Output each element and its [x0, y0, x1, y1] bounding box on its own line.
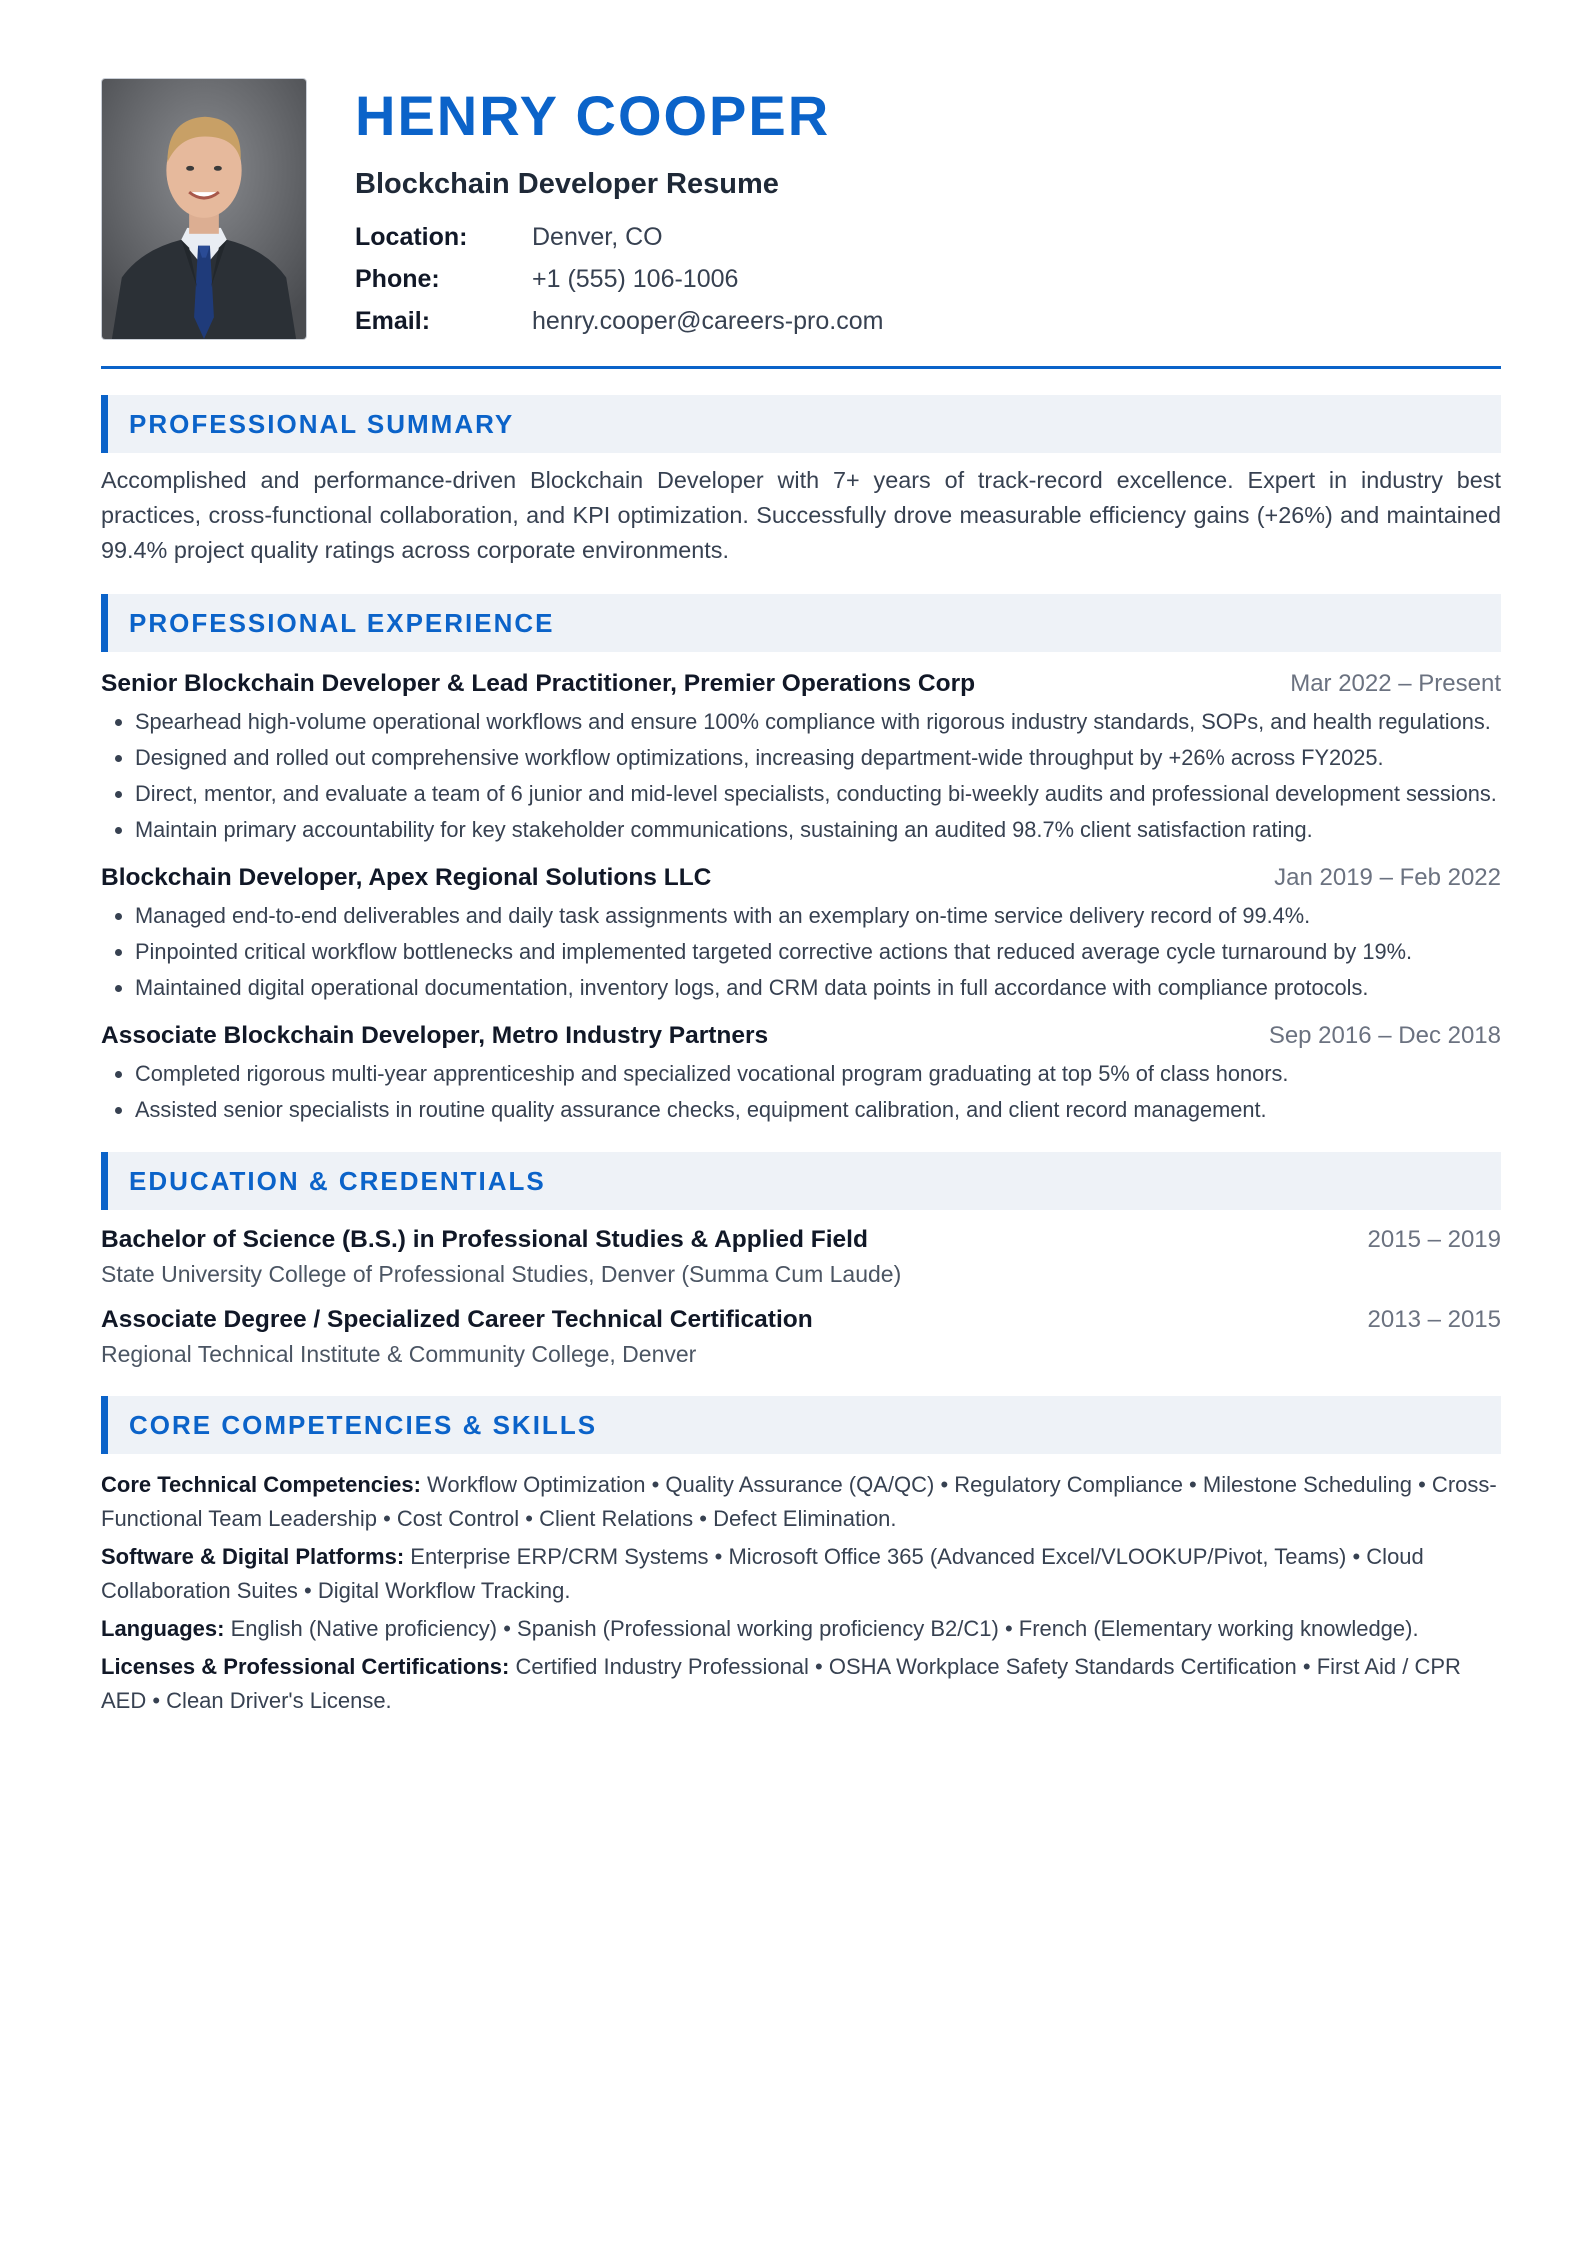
skill-row — [101, 1468, 1501, 1536]
contact-email — [355, 300, 883, 342]
job-title: Associate Blockchain Developer, Metro Industry Partners — [101, 1022, 769, 1049]
bullet-item: • Spearhead high-volume operational workflows and ensure 100% compliance with rigorous industry standards, SOPs, and health regulations. — [135, 706, 1501, 738]
profile-photo — [101, 78, 307, 340]
section-title: PROFESSIONAL EXPERIENCE — [129, 607, 555, 638]
bullet-item: • Completed rigorous multi-year apprenticeship and specialized vocational program graduating at top 5% of class honors. — [135, 1058, 1501, 1090]
skill-text: Enterprise ERP/CRM Systems • Microsoft Office 365 (Advanced Excel/VLOOKUP/Pivot, Teams) • Cloud Collaboration Suites • Digital Workflow Tracking. — [101, 1544, 1424, 1603]
degree-name: Associate Degree / Specialized Career Technical Certification — [101, 1306, 813, 1333]
section-title: CORE COMPETENCIES & SKILLS — [129, 1409, 598, 1440]
contact-location — [355, 216, 883, 258]
experience-section — [101, 594, 1501, 1126]
job-entry — [101, 860, 1501, 1004]
header-info — [355, 78, 883, 342]
education-header — [101, 1302, 1501, 1338]
summary-section — [101, 395, 1501, 568]
job-title: Senior Blockchain Developer & Lead Practitioner, Premier Operations Corp — [101, 670, 976, 697]
job-title: Blockchain Developer, Apex Regional Solutions LLC — [101, 864, 712, 891]
section-header — [101, 1152, 1501, 1210]
bullet-item: • Pinpointed critical workflow bottlenecks and implemented targeted corrective actions that reduced average cycle turnaround by 19%. — [135, 936, 1501, 968]
job-header — [101, 666, 1501, 702]
skill-text: Certified Industry Professional • OSHA Workplace Safety Standards Certification • First Aid / CPR AED • Clean Driver's License. — [101, 1654, 1461, 1713]
skill-row — [101, 1612, 1501, 1646]
job-bullets — [101, 1058, 1501, 1126]
section-header — [101, 594, 1501, 652]
skill-text: English (Native proficiency) • Spanish (Professional working proficiency B2/C1) • French (Elementary working knowledge). — [224, 1616, 1419, 1641]
email-value: henry.cooper@careers-pro.com — [532, 306, 884, 335]
bullet-item: • Maintain primary accountability for key stakeholder communications, sustaining an audited 98.7% client satisfaction rating. — [135, 814, 1501, 846]
phone-value: +1 (555) 106-1006 — [532, 264, 739, 293]
contact-list — [355, 216, 883, 342]
job-dates: Jan 2019 – Feb 2022 — [1274, 864, 1501, 891]
job-dates: Sep 2016 – Dec 2018 — [1268, 1022, 1501, 1049]
bullet-item: • Maintained digital operational documentation, inventory logs, and CRM data points in full accordance with compliance protocols. — [135, 972, 1501, 1004]
job-header — [101, 860, 1501, 896]
job-entry — [101, 666, 1501, 846]
section-header — [101, 395, 1501, 453]
bullet-item: • Direct, mentor, and evaluate a team of 6 junior and mid-level specialists, conducting bi-weekly audits and professional development sessions. — [135, 778, 1501, 810]
job-entry — [101, 1018, 1501, 1126]
resume-header — [101, 78, 1501, 342]
portrait-icon — [102, 79, 306, 339]
section-title: PROFESSIONAL SUMMARY — [129, 408, 515, 439]
contact-label: Phone: — [355, 264, 440, 293]
education-header — [101, 1222, 1501, 1258]
education-section — [101, 1152, 1501, 1370]
location-value: Denver, CO — [532, 222, 663, 251]
skills-list — [101, 1468, 1501, 1718]
contact-label: Email: — [355, 306, 431, 335]
section-header — [101, 1396, 1501, 1454]
resume-subtitle: Blockchain Developer Resume — [355, 168, 779, 200]
skill-row — [101, 1540, 1501, 1608]
bullet-item: • Designed and rolled out comprehensive workflow optimizations, increasing department-wide throughput by +26% across FY2025. — [135, 742, 1501, 774]
skills-section — [101, 1396, 1501, 1718]
education-dates: 2013 – 2015 — [1367, 1306, 1501, 1333]
skill-row — [101, 1650, 1501, 1718]
bullet-item: • Assisted senior specialists in routine quality assurance checks, equipment calibration, and client record management. — [135, 1094, 1501, 1126]
job-bullets — [101, 900, 1501, 1004]
contact-phone — [355, 258, 883, 300]
education-entry — [101, 1222, 1501, 1290]
job-dates: Mar 2022 – Present — [1290, 670, 1501, 697]
summary-text: Accomplished and performance-driven Blockchain Developer with 7+ years of track-record excellence. Expert in industry best practices, cross-functional collaboration, and KPI optimization. Successfully drove measurable efficiency gains (+26%) and maintained 99.4% project quality ratings across corporate environments. — [101, 467, 1501, 563]
bullet-item: • Managed end-to-end deliverables and daily task assignments with an exemplary on-time service delivery record of 99.4%. — [135, 900, 1501, 932]
candidate-name: HENRY COOPER — [355, 84, 831, 147]
skill-label: Core Technical Competencies: — [101, 1472, 421, 1497]
school-name: State University College of Professional Studies, Denver (Summa Cum Laude) — [101, 1261, 902, 1287]
job-bullets — [101, 706, 1501, 846]
education-entry — [101, 1302, 1501, 1370]
section-title: EDUCATION & CREDENTIALS — [129, 1165, 546, 1196]
degree-name: Bachelor of Science (B.S.) in Professional Studies & Applied Field — [101, 1226, 868, 1253]
job-header — [101, 1018, 1501, 1054]
contact-label: Location: — [355, 222, 468, 251]
skill-label: Software & Digital Platforms: — [101, 1544, 405, 1569]
header-divider — [101, 366, 1501, 369]
skill-text: Workflow Optimization • Quality Assurance (QA/QC) • Regulatory Compliance • Milestone Scheduling • Cross-Functional Team Leadership • Cost Control • Client Relations • Defect Elimination. — [101, 1472, 1497, 1531]
skill-label: Licenses & Professional Certifications: — [101, 1654, 510, 1679]
education-dates: 2015 – 2019 — [1367, 1226, 1501, 1253]
skill-label: Languages: — [101, 1616, 225, 1641]
school-name: Regional Technical Institute & Community College, Denver — [101, 1341, 697, 1367]
